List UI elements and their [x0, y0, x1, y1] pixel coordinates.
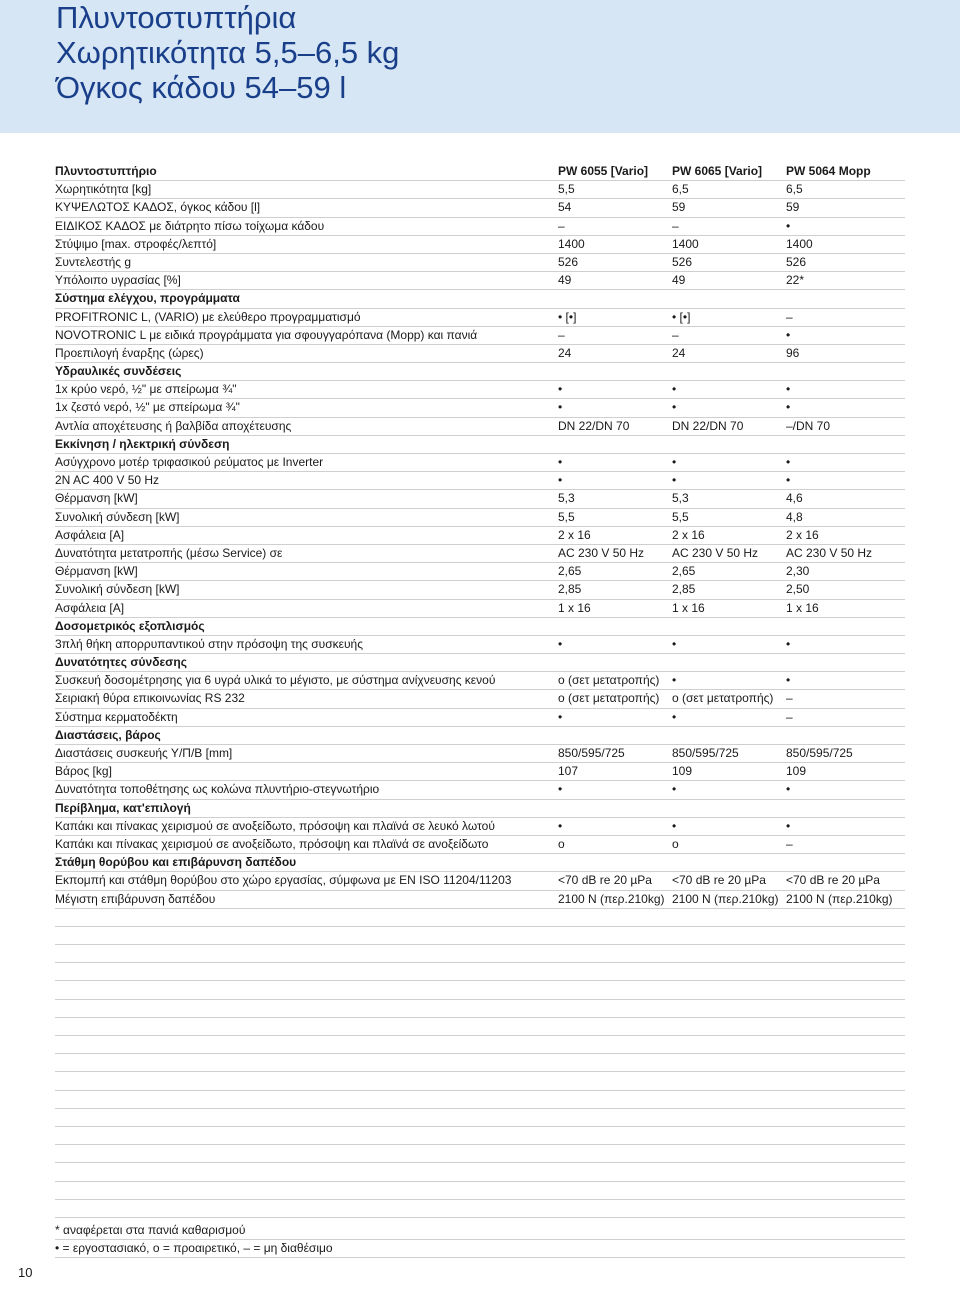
table-row [55, 490, 905, 508]
cell-value-model-3: 1400 [786, 236, 813, 251]
cell-value-model-3: 109 [786, 764, 807, 779]
cell-value-model-1: 2,65 [558, 564, 582, 579]
cell-value-model-3: AC 230 V 50 Hz [786, 545, 873, 560]
row-label: Σειριακή θύρα επικοινωνίας RS 232 [55, 691, 245, 706]
cell-value-model-3: 2 x 16 [786, 527, 819, 542]
empty-row [55, 1091, 905, 1109]
cell-value-model-2: AC 230 V 50 Hz [672, 545, 759, 560]
empty-row [55, 963, 905, 981]
cell-value-model-1: AC 230 V 50 Hz [558, 545, 645, 560]
cell-value-model-1: 24 [558, 345, 572, 360]
cell-value-model-2: • [672, 400, 677, 415]
row-label: PROFITRONIC L, (VARIO) με ελεύθερο προγραμματισμό [55, 309, 361, 324]
cell-value-model-1: • [558, 400, 563, 415]
row-label: Στύψιμο [max. στροφές/λεπτό] [55, 236, 217, 251]
cell-value-model-3: – [786, 309, 793, 324]
table-row [55, 254, 905, 272]
cell-value-model-3: 4,8 [786, 509, 803, 524]
table-row [55, 672, 905, 690]
cell-value-model-3: • [786, 818, 791, 833]
section-heading-row [55, 290, 905, 308]
cell-value-model-1: • [558, 709, 563, 724]
section-heading-row [55, 727, 905, 745]
table-row [55, 836, 905, 854]
row-label: NOVOTRONIC L με ειδικά προγράμματα για σφουγγαρόπανα (Mopp) και πανιά [55, 327, 478, 342]
row-label: Θέρμανση [kW] [55, 564, 138, 579]
table-row [55, 399, 905, 417]
section-heading: Περίβλημα, κατ'επιλογή [55, 800, 191, 815]
row-label: Συνολική σύνδεση [kW] [55, 509, 180, 524]
cell-value-model-1: DN 22/DN 70 [558, 418, 630, 433]
cell-value-model-2: • [672, 473, 677, 488]
row-label: Σύστημα κερματοδέκτη [55, 709, 178, 724]
cell-value-model-3: 526 [786, 254, 807, 269]
section-heading-row [55, 800, 905, 818]
row-label: ΕΙΔΙΚΟΣ ΚΑΔΟΣ με διάτρητο πίσω τοίχωμα κάδου [55, 218, 325, 233]
cell-value-model-1: – [558, 327, 565, 342]
empty-row [55, 1145, 905, 1163]
section-heading: Υδραυλικές συνδέσεις [55, 364, 182, 379]
table-row [55, 600, 905, 618]
cell-value-model-3: – [786, 691, 793, 706]
cell-value-model-2: 24 [672, 345, 686, 360]
cell-value-model-2: 59 [672, 200, 686, 215]
cell-value-model-2: • [672, 818, 677, 833]
cell-value-model-2: • [672, 673, 677, 688]
table-row [55, 545, 905, 563]
footnote [55, 1240, 905, 1258]
row-label: Ασφάλεια [A] [55, 527, 125, 542]
cell-value-model-3: –/DN 70 [786, 418, 831, 433]
section-heading: Διαστάσεις, βάρος [55, 727, 161, 742]
cell-value-model-3: • [786, 327, 791, 342]
cell-value-model-3: • [786, 455, 791, 469]
cell-value-model-2: • [672, 455, 677, 469]
section-heading-row [55, 854, 905, 872]
cell-value-model-1: 1 x 16 [558, 600, 591, 615]
cell-value-model-3: 96 [786, 345, 800, 360]
table-row [55, 563, 905, 581]
row-label: Προεπιλογή έναρξης (ώρες) [55, 345, 204, 360]
table-row [55, 818, 905, 836]
page-title-line-2: Χωρητικότητα 5,5–6,5 kg [56, 35, 400, 70]
footnotes [55, 1222, 905, 1258]
empty-row [55, 927, 905, 945]
row-label: Συσκευή δοσομέτρησης για 6 υγρά υλικά το μέγιστο, με σύστημα ανίχνευσης κενού [55, 673, 496, 688]
cell-value-model-1: • [558, 782, 563, 797]
cell-value-model-1: 526 [558, 254, 579, 269]
cell-value-model-1: o (σετ μετατροπής) [558, 691, 660, 706]
empty-row [55, 1018, 905, 1036]
section-heading: Στάθμη θορύβου και επιβάρυνση δαπέδου [55, 855, 297, 870]
cell-value-model-1: 2,85 [558, 582, 582, 597]
table-row [55, 709, 905, 727]
cell-value-model-2: 5,3 [672, 491, 689, 506]
cell-value-model-1: 5,5 [558, 509, 575, 524]
cell-value-model-2: 2,65 [672, 564, 696, 579]
row-label: 2N AC 400 V 50 Hz [55, 473, 160, 488]
cell-value-model-2: 2 x 16 [672, 527, 705, 542]
specifications-table [55, 163, 905, 1218]
cell-value-model-1: 850/595/725 [558, 746, 625, 760]
cell-value-model-3: 2,30 [786, 564, 810, 579]
empty-row [55, 1109, 905, 1127]
cell-value-model-1: 1400 [558, 236, 585, 251]
empty-row [55, 909, 905, 927]
cell-value-model-1: • [558, 455, 563, 469]
cell-value-model-2: 109 [672, 764, 693, 779]
page-title-line-3: Όγκος κάδου 54–59 l [56, 70, 347, 105]
row-label: 3πλή θήκη απορρυπαντικού στην πρόσοψη της συσκευής [55, 636, 363, 651]
cell-value-model-1: 49 [558, 273, 572, 288]
empty-row [55, 1072, 905, 1090]
footnote [55, 1222, 905, 1240]
cell-value-model-1: o [558, 836, 565, 851]
column-header-model-1: PW 6055 [Vario] [558, 164, 649, 178]
empty-row [55, 1036, 905, 1054]
page-number: 10 [18, 1265, 33, 1280]
column-header-product: Πλυντοστυπτήριο [55, 164, 157, 178]
section-heading: Εκκίνηση / ηλεκτρική σύνδεση [55, 436, 230, 451]
cell-value-model-1: • [558, 473, 563, 488]
cell-value-model-3: <70 dB re 20 µPa [786, 873, 880, 888]
empty-row [55, 1163, 905, 1181]
cell-value-model-2: 1 x 16 [672, 600, 705, 615]
cell-value-model-3: • [786, 782, 791, 797]
cell-value-model-2: • [672, 636, 677, 651]
cell-value-model-3: • [786, 382, 791, 397]
row-label: Χωρητικότητα [kg] [55, 182, 152, 197]
row-label: Θέρμανση [kW] [55, 491, 138, 506]
cell-value-model-3: 59 [786, 200, 800, 215]
table-row [55, 309, 905, 327]
cell-value-model-2: 850/595/725 [672, 746, 739, 760]
cell-value-model-1: 107 [558, 764, 579, 779]
cell-value-model-2: DN 22/DN 70 [672, 418, 744, 433]
cell-value-model-2: <70 dB re 20 µPa [672, 873, 766, 888]
column-header-model-2: PW 6065 [Vario] [672, 164, 763, 178]
page-title-line-1: Πλυντοστυπτήρια [56, 0, 297, 35]
empty-row [55, 945, 905, 963]
cell-value-model-1: 5,3 [558, 491, 575, 506]
table-row [55, 381, 905, 399]
cell-value-model-3: • [786, 473, 791, 488]
row-label: Καπάκι και πίνακας χειρισμού σε ανοξείδωτο, πρόσοψη και πλαϊνά σε ανοξείδωτο [55, 836, 489, 851]
table-row [55, 636, 905, 654]
table-row [55, 327, 905, 345]
row-label: Ασύγχρονο μοτέρ τριφασικού ρεύματος με Inverter [55, 455, 324, 469]
empty-row [55, 1127, 905, 1145]
table-row [55, 236, 905, 254]
cell-value-model-2: – [672, 218, 679, 233]
cell-value-model-1: • [558, 818, 563, 833]
row-label: Καπάκι και πίνακας χειρισμού σε ανοξείδωτο, πρόσοψη και πλαϊνά σε λευκό λωτού [55, 818, 495, 833]
section-heading-row [55, 436, 905, 454]
table-row [55, 872, 905, 890]
table-row [55, 527, 905, 545]
table-row [55, 272, 905, 290]
row-label: Δυνατότητα μετατροπής (μέσω Service) σε [55, 545, 283, 560]
empty-row [55, 1000, 905, 1018]
cell-value-model-3: 4,6 [786, 491, 803, 506]
empty-row [55, 1200, 905, 1218]
cell-value-model-2: • [672, 382, 677, 397]
cell-value-model-1: o (σετ μετατροπής) [558, 673, 660, 688]
cell-value-model-1: • [558, 382, 563, 397]
row-label: 1x ζεστό νερό, ½" με σπείρωμα ¾" [55, 400, 240, 415]
cell-value-model-2: 526 [672, 254, 693, 269]
cell-value-model-3: 1 x 16 [786, 600, 819, 615]
cell-value-model-1: 54 [558, 200, 572, 215]
row-label: Εκπομπή και στάθμη θορύβου στο χώρο εργασίας, σύμφωνα με EN ISO 11204/11203 [55, 873, 512, 888]
cell-value-model-1: 2100 N (περ.210kg) [558, 891, 665, 906]
cell-value-model-1: • [•] [558, 309, 577, 324]
row-label: Μέγιστη επιβάρυνση δαπέδου [55, 891, 216, 906]
cell-value-model-1: • [558, 636, 563, 651]
table-row [55, 781, 905, 799]
row-label: Αντλία αποχέτευσης ή βαλβίδα αποχέτευσης [55, 418, 292, 433]
row-label: Δυνατότητα τοποθέτησης ως κολώνα πλυντήριο-στεγνωτήριο [55, 782, 380, 797]
cell-value-model-2: 6,5 [672, 182, 689, 197]
section-heading-row [55, 363, 905, 381]
section-heading: Δοσομετρικός εξοπλισμός [55, 618, 205, 633]
cell-value-model-3: • [786, 673, 791, 688]
cell-value-model-3: 850/595/725 [786, 746, 853, 760]
table-row [55, 418, 905, 436]
cell-value-model-3: • [786, 636, 791, 651]
cell-value-model-1: 5,5 [558, 182, 575, 197]
cell-value-model-2: • [672, 709, 677, 724]
footnote-text: * αναφέρεται στα πανιά καθαρισμού [55, 1223, 246, 1237]
table-row [55, 509, 905, 527]
cell-value-model-1: – [558, 218, 565, 233]
table-row [55, 454, 905, 472]
row-label: 1x κρύο νερό, ½" με σπείρωμα ¾" [55, 382, 237, 397]
column-header-model-3: PW 5064 Mopp [786, 164, 871, 178]
row-label: Συντελεστής g [55, 254, 132, 269]
cell-value-model-2: 2100 N (περ.210kg) [672, 891, 779, 906]
row-label: Υπόλοιπο υγρασίας [%] [55, 273, 181, 288]
section-heading-row [55, 654, 905, 672]
cell-value-model-2: – [672, 327, 679, 342]
cell-value-model-2: 49 [672, 273, 686, 288]
empty-row [55, 981, 905, 999]
cell-value-model-2: 1400 [672, 236, 699, 251]
page-header [0, 0, 960, 133]
table-row [55, 690, 905, 708]
cell-value-model-2: o [672, 836, 679, 851]
cell-value-model-3: • [786, 218, 791, 233]
cell-value-model-3: 22* [786, 273, 805, 288]
cell-value-model-3: – [786, 709, 793, 724]
table-row [55, 199, 905, 217]
section-heading: Σύστημα ελέγχου, προγράμματα [55, 291, 240, 306]
cell-value-model-3: • [786, 400, 791, 415]
cell-value-model-2: • [•] [672, 309, 691, 324]
table-row [55, 581, 905, 599]
table-row [55, 345, 905, 363]
footnote-text: • = εργοστασιακό, o = προαιρετικό, – = μη διαθέσιμο [55, 1241, 333, 1256]
cell-value-model-3: 2,50 [786, 582, 810, 597]
row-label: Ασφάλεια [A] [55, 600, 125, 615]
table-row [55, 472, 905, 490]
row-label: Βάρος [kg] [55, 764, 112, 779]
row-label: Διαστάσεις συσκευής Υ/Π/Β [mm] [55, 746, 233, 760]
cell-value-model-2: o (σετ μετατροπής) [672, 691, 774, 706]
cell-value-model-3: – [786, 836, 793, 851]
cell-value-model-1: 2 x 16 [558, 527, 591, 542]
table-header-row [55, 163, 905, 181]
row-label: ΚΥΨΕΛΩΤΟΣ ΚΑΔΟΣ, όγκος κάδου [l] [55, 200, 261, 215]
cell-value-model-2: 5,5 [672, 509, 689, 524]
row-label: Συνολική σύνδεση [kW] [55, 582, 180, 597]
section-heading: Δυνατότητες σύνδεσης [55, 655, 187, 670]
table-row [55, 891, 905, 909]
cell-value-model-3: 2100 N (περ.210kg) [786, 891, 893, 906]
table-row [55, 763, 905, 781]
cell-value-model-2: 2,85 [672, 582, 696, 597]
table-row [55, 181, 905, 199]
cell-value-model-2: • [672, 782, 677, 797]
cell-value-model-3: 6,5 [786, 182, 803, 197]
empty-row [55, 1054, 905, 1072]
cell-value-model-1: <70 dB re 20 µPa [558, 873, 652, 888]
empty-row [55, 1182, 905, 1200]
table-row [55, 745, 905, 763]
table-row [55, 218, 905, 236]
section-heading-row [55, 618, 905, 636]
